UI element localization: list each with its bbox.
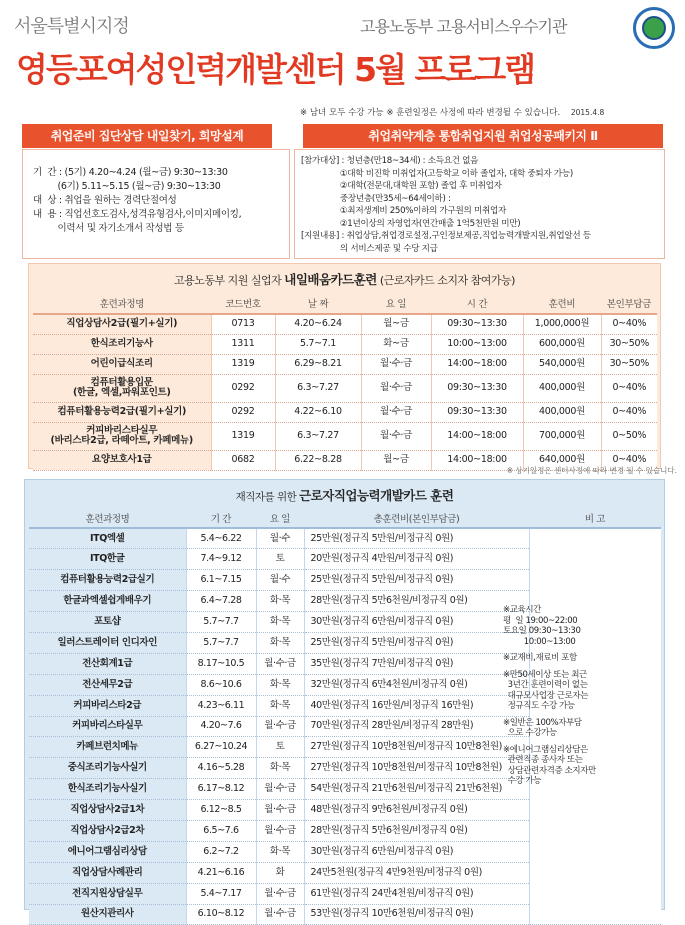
table1-row	[33, 354, 657, 374]
box2-line: 중장년층(만35세~64세이하) :	[301, 193, 451, 204]
box1-heading: 취업준비 집단상담 내일찾기, 희망설계	[22, 124, 272, 148]
table1-header-cell: 훈련과정명	[33, 292, 211, 314]
table1-header-cell: 본인부담금	[601, 292, 657, 314]
table1-cell: 6.29~8.21	[275, 354, 361, 374]
table1-cell: 0~40%	[601, 374, 657, 402]
table1-cell: 400,000원	[523, 374, 601, 402]
certification-emblem-icon	[633, 7, 675, 49]
notice-date: 2015.4.8	[570, 108, 605, 117]
table1-row	[33, 374, 657, 402]
table2-row	[29, 528, 661, 549]
table1-cell: 0~40%	[601, 314, 657, 334]
table2-cell: 직업상담사례관리	[29, 862, 186, 883]
table1-cell: 0292	[211, 402, 275, 422]
table2-cell: 직업상담사2급2차	[29, 820, 186, 841]
table2-header-cell: 기 간	[186, 508, 256, 528]
table2-cell: 25만원(정규직 5만원/비정규직 0원)	[304, 528, 529, 549]
notice-text: ※ 남녀 모두 수강 가능 ※ 훈련일정은 사정에 따라 변경될 수 있습니다.	[300, 108, 561, 118]
table2-cell: 월·수·금	[256, 716, 304, 737]
page-title: 영등포여성인력개발센터 5월 프로그램	[16, 50, 534, 89]
box2-line: ①최저생계비 250%이하의 가구원의 미취업자	[301, 206, 507, 216]
table2-cell: 에니어그램심리상담	[29, 841, 186, 862]
table2-cell: 월·수	[256, 570, 304, 591]
table2-cell: 4.23~6.11	[186, 695, 256, 716]
table2-cell: 월·수·금	[256, 800, 304, 821]
remark-item: ※교재비,재료비 포함	[503, 653, 577, 663]
table2-cell: 6.2~7.2	[186, 841, 256, 862]
table1-header-row	[33, 292, 657, 314]
table2-cell: ITQ한글	[29, 549, 186, 570]
table2-header-row	[29, 508, 661, 528]
table1-cell: 09:30~13:30	[431, 314, 523, 334]
table1-cell: 09:30~13:30	[431, 374, 523, 402]
table2-cell: 70만원(정규직 28만원/비정규직 28만원)	[304, 716, 529, 737]
table1-cell: 6.22~8.28	[275, 450, 361, 470]
table2-cell: 월·수	[256, 528, 304, 549]
table2-cell: 32만원(정규직 6만4천원/비정규직 0원)	[304, 674, 529, 695]
table1-cell: 컴퓨터활용능력2급(필기+실기)	[33, 402, 211, 422]
table1-cell: 0713	[211, 314, 275, 334]
table1-cell: 커피바리스타실무 (바리스타2급, 라떼아트, 카페메뉴)	[33, 422, 211, 450]
box1-line: 내 용 : 직업선호도검사,성격유형검사,이미지메이킹,	[33, 209, 242, 220]
table2-caption-bold: 근로자직업능력개발카드 훈련	[299, 488, 454, 503]
table1-cell: 직업상담사2급(필기+실기)	[33, 314, 211, 334]
table1-cell: 1319	[211, 354, 275, 374]
table2-header-cell: 훈련과정명	[29, 508, 186, 528]
table1-cell: 30~50%	[601, 354, 657, 374]
table2-cell: 월·수·금	[256, 653, 304, 674]
table1-cell: 14:00~18:00	[431, 422, 523, 450]
notice-line	[300, 106, 604, 118]
table2-cell: 28만원(정규직 5만6천원/비정규직 0원)	[304, 591, 529, 612]
box2-body	[294, 149, 665, 259]
table2-cell: 6.4~7.28	[186, 591, 256, 612]
table1-cell: 월·수·금	[361, 422, 431, 450]
table1-cell: 1311	[211, 334, 275, 354]
table1-row	[33, 314, 657, 334]
table2-cell: 8.17~10.5	[186, 653, 256, 674]
table2-cell: 포토샵	[29, 612, 186, 633]
table1-cell: 540,000원	[523, 354, 601, 374]
table2-cell: 중식조리기능사실기	[29, 758, 186, 779]
table2-cell: 48만원(정규직 9만6천원/비정규직 0원)	[304, 800, 529, 821]
table1-cell: 0~40%	[601, 450, 657, 470]
table2-cell: 화·목	[256, 695, 304, 716]
table1-cell: 어린이급식조리	[33, 354, 211, 374]
table1-caption-pre: 고용노동부 지원 실업자	[174, 274, 285, 287]
table2-caption	[25, 486, 664, 504]
table2-cell: ITQ엑셀	[29, 528, 186, 549]
table2-cell: 월·수·금	[256, 820, 304, 841]
table2-cell: 61만원(정규직 24만4천원/비정규직 0원)	[304, 883, 529, 904]
table2-cell: 27만원(정규직 10만8천원/비정규직 10만8천원)	[304, 737, 529, 758]
table2-cell: 토	[256, 737, 304, 758]
table2-cell: 한글과엑셀쉽게배우기	[29, 591, 186, 612]
box1-body	[22, 149, 290, 259]
ministry-certification: 고용노동부 고용서비스우수기관	[360, 17, 567, 36]
table2-cell: 원산지관리사	[29, 904, 186, 925]
table2-header-cell: 비 고	[529, 508, 661, 528]
box2-line: [참가대상] : 청년층(만18~34세) : 소득요건 없음	[301, 156, 479, 166]
table2-cell: 25만원(정규직 5만원/비정규직 0원)	[304, 632, 529, 653]
table2-cell: 54만원(정규직 21만6천원/비정규직 21만6천원)	[304, 779, 529, 800]
table1-cell: 5.7~7.1	[275, 334, 361, 354]
table1-cell: 400,000원	[523, 402, 601, 422]
table1-cell: 0682	[211, 450, 275, 470]
table2-cell: 화	[256, 862, 304, 883]
box2-line: ②대학(전문대,대학원 포함) 졸업 후 미취업자	[301, 181, 502, 191]
table2-cell: 컴퓨터활용능력2급실기	[29, 570, 186, 591]
box2-lines	[295, 150, 664, 255]
table1-header-cell: 코드번호	[211, 292, 275, 314]
box1-lines	[23, 150, 289, 236]
table2-cell: 화·목	[256, 612, 304, 633]
table1-cell: 4.22~6.10	[275, 402, 361, 422]
table2-cell: 6.10~8.12	[186, 904, 256, 925]
table2-cell: 화·목	[256, 591, 304, 612]
table1-cell: 0292	[211, 374, 275, 402]
table2-cell: 8.6~10.6	[186, 674, 256, 695]
box2-line: 의 서비스제공 및 수당 지급	[301, 243, 438, 254]
table2-cell: 53만원(정규직 10만6천원/비정규직 0원)	[304, 904, 529, 925]
table2-cell: 월·수·금	[256, 883, 304, 904]
box1-line: 기 간 : (5기) 4.20~4.24 (월~금) 9:30~13:30	[33, 167, 228, 178]
table2-cell: 4.20~7.6	[186, 716, 256, 737]
table1-row	[33, 334, 657, 354]
table1-cell: 요양보호사1급	[33, 450, 211, 470]
table1-cell: 14:00~18:00	[431, 450, 523, 470]
table2-cell: 월·수·금	[256, 904, 304, 925]
table2-cell: 20만원(정규직 4만원/비정규직 0원)	[304, 549, 529, 570]
table1-cell: 4.20~6.24	[275, 314, 361, 334]
table2-cell: 5.7~7.7	[186, 632, 256, 653]
table2-cell: 한식조리기능사실기	[29, 779, 186, 800]
remark-item: ※교육시간 평 일 19:00~22:00 토요일 09:30~13:30 10:00~13:00	[503, 605, 581, 647]
table2-header-cell: 요 일	[256, 508, 304, 528]
table2-caption-pre: 재직자를 위한	[235, 491, 300, 503]
table1-cell: 월·수·금	[361, 402, 431, 422]
table1-caption-post: (근로자카드 소지자 참여가능)	[376, 274, 515, 287]
table2-cell: 화·목	[256, 632, 304, 653]
table2-cell: 6.1~7.15	[186, 570, 256, 591]
table2-cell: 27만원(정규직 10만8천원/비정규직 10만8천원)	[304, 758, 529, 779]
table1-row	[33, 422, 657, 450]
table2-cell: 전산회계1급	[29, 653, 186, 674]
box2-heading: 취업취약계층 통합취업지원 취업성공패키지 Ⅱ	[303, 124, 663, 148]
table2-cell: 화·목	[256, 841, 304, 862]
table1-cell: 6.3~7.27	[275, 374, 361, 402]
table1-cell: 0~40%	[601, 402, 657, 422]
box2-line: ②1년이상의 자영업자(연간매출 1억5천만원 미만)	[301, 218, 521, 229]
box1-line: 대 상 : 취업을 원하는 경력단절여성	[33, 195, 177, 206]
table1-header-cell: 시 간	[431, 292, 523, 314]
table2-cell: 4.21~6.16	[186, 862, 256, 883]
table2-cell: 전산세무2급	[29, 674, 186, 695]
table2-cell: 30만원(정규직 6만원/비정규직 0원)	[304, 841, 529, 862]
table1-caption-bold: 내일배움카드훈련	[284, 272, 377, 287]
table2-cell: 화·목	[256, 758, 304, 779]
box1-line: (6기) 5.11~5.15 (월~금) 9:30~13:30	[33, 181, 221, 192]
table2-cell: 5.4~6.22	[186, 528, 256, 549]
remark-item: ※만50세이상 또는 최근 3년간 훈련이력이 없는 대규모사업장 근로자는 정규직도 수강 가능	[503, 669, 589, 711]
table1-cell: 1,000,000원	[523, 314, 601, 334]
table2-cell: 28만원(정규직 5만6천원/비정규직 0원)	[304, 820, 529, 841]
table1-caption	[29, 270, 660, 288]
table2-cell: 35만원(정규직 7만원/비정규직 0원)	[304, 653, 529, 674]
table1-cell: 1319	[211, 422, 275, 450]
table2-cell: 커피바리스타실무	[29, 716, 186, 737]
table2-cell: 6.27~10.24	[186, 737, 256, 758]
table1-cell: 0~50%	[601, 422, 657, 450]
table2-cell: 6.17~8.12	[186, 779, 256, 800]
table1-cell: 월~금	[361, 450, 431, 470]
table1-cell: 월~금	[361, 314, 431, 334]
remark-item: ※에니어그램심리상담은 관련직종 종사자 또는 상담관련자격증 소지자만 수강 가능	[503, 744, 596, 786]
table2-cell: 5.7~7.7	[186, 612, 256, 633]
table1-cell: 화~금	[361, 334, 431, 354]
table1-cell: 한식조리기능사	[33, 334, 211, 354]
table1-cell: 월·수·금	[361, 354, 431, 374]
table1-header-cell: 날 짜	[275, 292, 361, 314]
table2-cell: 6.5~7.6	[186, 820, 256, 841]
table1-cell: 6.3~7.27	[275, 422, 361, 450]
table1-note: ※ 상기일정은 센터사정에 따라 변경 될 수 있습니다.	[506, 466, 677, 475]
card-training-table-panel	[28, 263, 661, 469]
table2-cell: 24만5천원(정규직 4만9천원/비정규직 0원)	[304, 862, 529, 883]
remark-item: ※일반은 100%자부담 으로 수강가능	[503, 717, 582, 738]
table1-cell: 700,000원	[523, 422, 601, 450]
table2-cell: 6.12~8.5	[186, 800, 256, 821]
table1-cell: 14:00~18:00	[431, 354, 523, 374]
table1-cell: 600,000원	[523, 334, 601, 354]
table1-cell: 컴퓨터활용입문 (한글, 엑셀,파워포인트)	[33, 374, 211, 402]
table1-cell: 09:30~13:30	[431, 402, 523, 422]
box2-line: [지원내용] : 취업상담,취업경로설정,구인정보제공,직업능력개발지원,취업알선 등	[301, 231, 591, 241]
table2-cell: 5.4~7.17	[186, 883, 256, 904]
table2-cell: 25만원(정규직 5만원/비정규직 0원)	[304, 570, 529, 591]
table2-header-cell: 총훈련비(본인부담금)	[304, 508, 529, 528]
table1-header-cell: 요 일	[361, 292, 431, 314]
box1-line: 이력서 및 자기소개서 작성법 등	[33, 223, 184, 234]
table2-cell: 전직지원상담실무	[29, 883, 186, 904]
table1-cell: 640,000원	[523, 450, 601, 470]
table2-cell: 토	[256, 549, 304, 570]
table2-cell: 일러스트레이터 인디자인	[29, 632, 186, 653]
table1-cell: 월·수·금	[361, 374, 431, 402]
table1-cell: 10:00~13:00	[431, 334, 523, 354]
table2-cell: 직업상담사2급1차	[29, 800, 186, 821]
table2-cell: 월·수·금	[256, 779, 304, 800]
table2-cell: 40만원(정규직 16만원/비정규직 16만원)	[304, 695, 529, 716]
table1-row	[33, 402, 657, 422]
box2-line: ①대학 비진학 미취업자(고등학교 이하 졸업자, 대학 중퇴자 가능)	[301, 168, 573, 179]
table1	[33, 292, 657, 471]
table1-header-cell: 훈련비	[523, 292, 601, 314]
table1-cell: 30~50%	[601, 334, 657, 354]
table2-cell: 4.16~5.28	[186, 758, 256, 779]
table2-cell: 커피바리스타2급	[29, 695, 186, 716]
table2-cell: 30만원(정규직 6만원/비정규직 0원)	[304, 612, 529, 633]
table2-cell: 화·목	[256, 674, 304, 695]
seoul-designation: 서울특별시지정	[14, 16, 129, 37]
table2-cell: 7.4~9.12	[186, 549, 256, 570]
table2-cell: 카페브런치메뉴	[29, 737, 186, 758]
table2-remarks	[503, 605, 653, 793]
